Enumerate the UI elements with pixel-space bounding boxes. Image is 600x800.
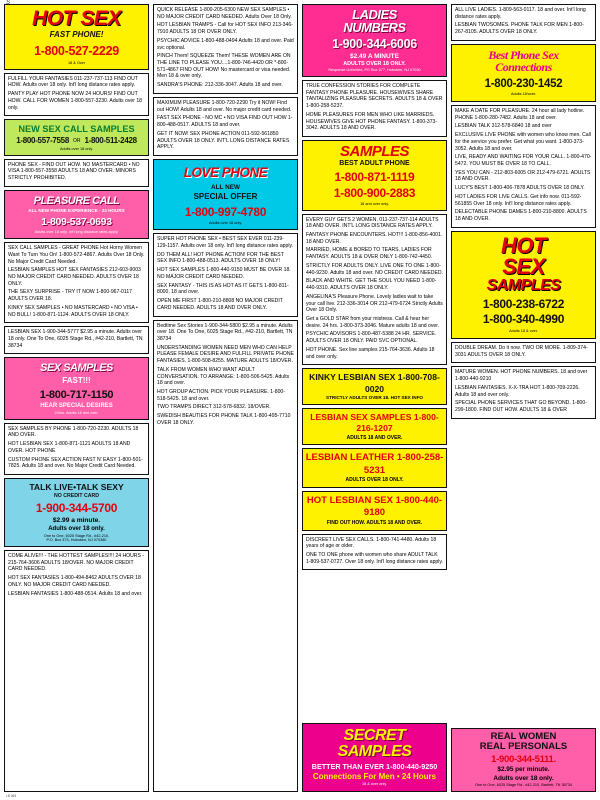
- ad-age-note: Adults over 18 only.: [59, 147, 94, 151]
- ad-line: SEX SAMPLES BY PHONE 1-800-720-2230. ADULTS 18 AND OVER.: [8, 425, 139, 439]
- ad-samples-best-adult-phone[interactable]: [302, 140, 447, 211]
- ad-love-phone[interactable]: [153, 159, 298, 230]
- ad-title: HOT: [501, 232, 546, 258]
- ad-phone-number-2[interactable]: 1-800-340-4990: [482, 312, 565, 327]
- ad-line: HOT PHONE. Sex line samples 215-764-3636. Adults 18 and over only.: [306, 346, 435, 360]
- ad-line: Get a GOLD STAR from your mistress. Call & hear her desire. 24 hrs. 1-800-373-3046. Mature adults 18 and over.: [306, 315, 440, 329]
- ad-line: PSYCHIC ADVICE 1-800-488-0494 Adults 18 and over. Paid svc optional.: [157, 37, 294, 51]
- ad-line: EXCLUSIVE LIVE PHONE with women who know men. Call for the service you prefer. Get what you want. 1-800-373-3052. Adults 18 and over.: [455, 132, 591, 152]
- ad-title: REAL WOMEN: [490, 730, 557, 742]
- ad-mature-women[interactable]: [451, 366, 596, 418]
- ad-line: PANTY PLAY HOT PHONE NOW 24 HOURS! FIND OUT HOW. CALL FOR WOMEN 1-800-557-3230. Adults over 18 only.: [8, 91, 142, 111]
- ad-phone-number-1[interactable]: 1-800-238-6722: [482, 296, 565, 311]
- ad-phone-number-2[interactable]: 1-800-900-2883: [333, 186, 416, 201]
- ad-line: SEX FANTASY - THIS IS AS HOT AS IT GETS 1-800-811-8000. 18 and over.: [157, 282, 289, 296]
- ad-price: $2.95 per minute.: [497, 766, 550, 774]
- ad-phone-number[interactable]: 1-900-344-5111.: [491, 753, 556, 765]
- page-corner-mark: S: [6, 0, 11, 6]
- ad-line: QUICK RELEASE 1-800-205-6300 NEW SEX SAMPLES • NO MAJOR CREDIT CARD NEEDED. Adults Over 18 Only.: [157, 7, 292, 20]
- ad-hot-sex-samples[interactable]: [451, 231, 596, 339]
- ad-line: FAST SEX PHONE - NO MC • NO VISA FIND OUT HOW 1-800-488-0517. ADULTS 18 and over.: [157, 115, 293, 129]
- ad-age-note: ADULTS OVER 18 ONLY.: [343, 61, 406, 68]
- ad-fulfill-fantasies[interactable]: [4, 73, 149, 117]
- column-1: [4, 4, 149, 792]
- ad-title: HOT SEX: [32, 7, 121, 30]
- ad-discreet-live-sex[interactable]: [302, 534, 447, 571]
- ad-columns: [4, 4, 596, 792]
- ad-phone-number[interactable]: 1-809-537-0693: [41, 216, 112, 229]
- ad-line: KINKY SEX SAMPLES • NO MASTERCARD • NO VISA • NO BULL! 1-800-871-1124. ADULTS OVER 18 ONLY.: [8, 304, 138, 318]
- ad-line: HOT LESBIAN SEX 1-800-871-1121 ADULTS 18 AND OVER. HOT PHONE: [8, 441, 131, 454]
- ad-line: PSYCHIC ADVISORS 1-800-487-5388 24 HR. SERVICE. ADULTS OVER 18 ONLY. PAID SVC OPTIONAL.: [306, 331, 437, 345]
- ad-line: LESBIAN FANTASIES 1-800-488-0514. Adults 18 and over.: [8, 590, 143, 597]
- ad-sex-call-samples-great[interactable]: [4, 242, 149, 323]
- ad-line: SEX CALL SAMPLES - GREAT PHONE Hot Horny Women Want To Turn You On! 1-800-572-4867. Adults Over 18 Only. No Major Credit Card Needed.: [8, 245, 145, 265]
- ad-line: COME ALIVE!!! - THE HOTTEST SAMPLES!!!! 24 HOURS - 215-764-3606 ADULTS 18/OVER. NO MAJOR CREDIT CARD NEEDED.: [8, 553, 144, 573]
- ad-quick-release[interactable]: [153, 4, 298, 94]
- ad-title: SEX SAMPLES: [40, 362, 113, 375]
- ad-line: LIVE, READY AND WAITING FOR YOUR CALL. 1-800-470-5472. YOU MUST BE OVER 18 TO CALL.: [455, 154, 592, 167]
- ad-lesbian-leather[interactable]: [302, 448, 447, 488]
- ad-phone-number[interactable]: 1-900-344-6006: [332, 37, 417, 51]
- ad-line: TRUE CONFESSION STORIES FOR COMPLETE FANTASY PHONE PLEASURE. HOUSEWIVES SHARE TANTALIZING PLEASURE SECRETS. ADULTS 18 & OVER 1-800-258-5237.: [306, 82, 443, 110]
- ad-line: MAXIMUM PLEASURE 1-800-720-2290 Try it NOW! Find out HOW! Adults 18 and over. No major credit card needed.: [157, 99, 292, 113]
- ad-line: DOUBLE DREAM. Do it now. TWO OR MORE. 1-809-374-3031 ADULTS OVER 18 ONLY.: [455, 344, 588, 358]
- ad-title: TALK LIVE•TALK SEXY: [29, 481, 124, 492]
- ad-sex-samples-by-phone[interactable]: [4, 423, 149, 475]
- ad-title: SAMPLES: [339, 142, 409, 160]
- ad-line: HOT LESBIAN TRAMPS - Call for HOT SEX INFO 213-346-7910 ADULTS 18 OR OVER ONLY.: [157, 22, 293, 36]
- ad-age-note: Adults over 18 only. Int'l long distance rates apply.: [34, 230, 119, 235]
- ad-line: Bedtime Sex Stories 1-900-344-5800 $2.95 a minute. Adults over 18. One To One, 6025 Stage Rd., #42-210, Bartlett, TN 38734: [157, 322, 293, 342]
- ad-line: HOME PLEASURES FOR MEN WHO LIKE MARRIEDS. HOUSEWIVES GIVE HOT PHONE FANTASY. 1-800-373-3042. ADULTS 18 AND OVER.: [306, 111, 438, 132]
- ad-line: ALL LIVE LADIES. 1-809-563-0117. 18 and over. Int'l long distance rates apply.: [455, 7, 586, 20]
- ad-title: NEW SEX CALL SAMPLES: [18, 124, 135, 135]
- ad-line: LESBIAN TALK 312-578-6840 18 and over: [455, 123, 552, 130]
- ad-lesbian-sex-1900[interactable]: [4, 326, 149, 354]
- ad-subtitle: ALL NEW PHONE EXPERIENCE - 24 HOURS: [28, 208, 125, 214]
- ad-phone-number-1[interactable]: 1-800-871-1119: [334, 170, 415, 185]
- ad-line: ONE TO ONE phone with women who share ADULT TALK 1-809-537-0727. Over 18 only. Int'l long distance rates apply.: [306, 552, 443, 565]
- page-footer-code: LB 065: [6, 794, 17, 798]
- ad-line: STRICTLY FOR ADULTS ONLY. LIVE ONE TO ONE 1-800-440-9230. Adults 18 and over. NO CREDIT CARD NEEDED.: [306, 262, 443, 276]
- ad-line: SPECIAL PHONE SERVICES THAT GO BEYOND. 1-800-299-1800. FIND OUT HOW. ADULTS 18 & OVER: [455, 400, 587, 413]
- ad-title: Best Phone Sex: [488, 47, 559, 62]
- ad-kinky-lesbian-sex[interactable]: [302, 368, 447, 405]
- ad-price: $2.99 a minute.: [52, 516, 101, 524]
- ad-title[interactable]: KINKY LESBIAN SEX 1-800-708-0020: [309, 372, 440, 394]
- ad-title-3: SAMPLES: [486, 276, 561, 294]
- ad-line: PHONE SEX - FIND OUT HOW. NO MASTERCARD • NO VISA 1-800-557-3558 ADULTS 18 AND OVER. MINORS STRICTLY PROHIBITED.: [8, 161, 140, 182]
- ad-address-2: P.O. Box 373, Hoboken, NJ 070380: [46, 538, 107, 543]
- ad-sex-samples-fast[interactable]: [4, 357, 149, 419]
- ad-line: UNDERSTANDING WOMEN NEED MEN WHO CAN HELP PLEASE FEMALE DESIRE AND FULFILL PRIVATE PHONE FANTASIES. 1-800-508-8255. MATURE ADULTS 18/OVER.: [157, 344, 294, 365]
- ad-subtitle-2: Connections For Men • 24 Hours: [312, 771, 437, 781]
- ad-title-2: SEX: [502, 253, 545, 279]
- ad-line: LUCY'S BEST 1-800-406-7878 ADULTS OVER 18 ONLY.: [455, 185, 585, 192]
- ad-line: OPEN ME FIRST 1-800-210-8808 NO MAJOR CREDIT CARD NEEDED. ADULTS 18 AND OVER ONLY.: [157, 298, 283, 311]
- ad-note: FIND OUT HOW. ADULTS 18 AND OVER.: [326, 520, 423, 526]
- ad-phone-number[interactable]: 1-800-527-2229: [34, 44, 119, 59]
- ad-age-note: 18 & over only.: [361, 782, 388, 787]
- ad-subtitle: FAST!!!: [62, 375, 91, 385]
- ad-age-note: 18 and over only.: [360, 201, 389, 206]
- ad-title-2: REAL PERSONALS: [479, 740, 568, 752]
- ad-come-alive[interactable]: [4, 550, 149, 792]
- ad-line: MATURE WOMEN. HOT PHONE NUMBERS. 18 and over 1-800-440-9210: [455, 369, 588, 383]
- ad-age-note: 18 & Over: [67, 60, 86, 65]
- ad-address: One to One, 6025 Stage Rd., #42-210, Bartlett, TN 38734: [474, 783, 573, 788]
- ad-note: ADULTS OVER 18 ONLY.: [345, 477, 404, 484]
- ad-bedtime-sex-stories[interactable]: [153, 320, 298, 793]
- ad-phone-sex-find-out-how[interactable]: [4, 159, 149, 187]
- ad-best-phone-sex-connections[interactable]: [451, 44, 596, 102]
- ad-address: Response Unlimited, PO Box 577, Hoboken, NJ 07030: [328, 68, 421, 73]
- ad-line: LESBIAN FANTASIES. X-X-TRA HOT 1-800-709-2226. Adults 18 and over only.: [455, 384, 580, 398]
- ad-line: PINCH Them! SQUEEZE Them! THESE WOMEN ARE ON THE LINE TO PLEASE YOU....1-800-746-4420 OR *-800-571-4867 FIND OUT HOW! No mastercard or visa needed. Men 18 & over only.: [157, 53, 291, 80]
- ad-line: GET IT NOW! SEX PHONE ACTION 011-592-561850 ADULTS OVER 18 ONLY. INT'L LONG DISTANCE RATES APPLY.: [157, 130, 290, 151]
- ad-line: FULFILL YOUR FANTASIES 011-237-737-113 FIND OUT HOW. Adults over 18 only. Int'l long distance rates apply.: [8, 75, 138, 89]
- ad-talk-live-talk-sexy[interactable]: [4, 478, 149, 547]
- ad-new-sex-call-samples[interactable]: [4, 119, 149, 155]
- ad-age-note: Adults over 18 only.: [48, 525, 105, 532]
- ad-age-note: Adults over 18 only.: [208, 220, 243, 225]
- ad-subtitle[interactable]: BETTER THAN EVER 1-800-440-9250: [311, 762, 438, 772]
- ad-line: LESBIAN TWOSOMES. PHONE TALK FOR MEN 1-800-267-8105. ADULTS OVER 18 ONLY.: [455, 22, 584, 36]
- ad-line: HOT SEX SAMPLES 1-800-440-9150 MUST BE OVER 18. NO MAJOR CREDIT CARD NEEDED.: [157, 267, 291, 280]
- ad-line: THE SEXY SURPRISE - TRY IT NOW 1-800-967-0117 ADULTS OVER 18.: [8, 289, 132, 303]
- ad-subtitle: ALL NEW: [211, 183, 240, 191]
- ad-line: SUPER HOT PHONE SEX • BEST SEX EVER 011-239-129-1157. Adults over 18 only. Int'l long distance rates apply.: [157, 236, 294, 250]
- ad-title: LOVE PHONE: [183, 164, 268, 180]
- ad-subtitle-2: SPECIAL OFFER: [193, 192, 258, 202]
- ad-line: HOT GROUP ACTION. PICK YOUR PLEASURE. 1-800-518-5425. 18 and over.: [157, 388, 285, 402]
- ad-line: DELECTABLE PHONE DAMES 1-800-210-8800. ADULTS 18 AND OVER.: [455, 209, 587, 223]
- column-2: [153, 4, 298, 792]
- ad-line: DO THEM ALL! HOT PHONE ACTION! FOR THE BEST SEX INFO 1-800-488-0513. ADULTS OVER 18 ONLY!: [157, 251, 284, 265]
- ad-true-confession[interactable]: [302, 80, 447, 137]
- ad-phone-number[interactable]: 1-800-997-4780: [184, 204, 267, 219]
- ad-phone-number-2[interactable]: 1-800-511-2428: [84, 136, 137, 146]
- ad-line: HOT LADIES FOR LIVE CALLS. Get info now. 011-592-561855 Over 18 only. Int'l long distance rates apply.: [455, 193, 582, 207]
- ad-title-2: Connections: [495, 60, 552, 75]
- ad-line: ANGELINA'S Pleasure Phone. Lovely ladies wait to take your call live. 212-336-3014 OR 212-479-6724 Strictly Adults Over 18 Only.: [306, 293, 443, 314]
- ad-phone-number-1[interactable]: 1-800-557-7558: [16, 136, 69, 146]
- ad-title: PLEASURE CALL: [33, 194, 120, 207]
- ad-make-a-date[interactable]: [451, 105, 596, 228]
- ad-line: DISCREET LIVE SEX CALLS. 1-800-741-4480. Adults 18 years of age or older.: [306, 536, 437, 550]
- ad-subtitle: NO CREDIT CARD: [54, 493, 99, 500]
- ad-line: EVERY GUY GETS 2 WOMEN. 011-237-737-114 ADULTS 18 AND OVER. INT'L LONG DISTANCE RATES APPLY.: [306, 216, 439, 230]
- ad-address-1: One to One, 6025 Stage Rd., #42-210,: [43, 533, 110, 538]
- ad-line: FANTASY PHONE ENCOUNTERS. HOT!!! 1-800-856-4001. 18 AND OVER.: [306, 232, 443, 245]
- ad-line: LESBIAN SAMPLES HOT SEX FANTASIES 212-603-9003 NO MAJOR CREDIT CARD NEEDED. ADULTS OVER 18 ONLY.: [8, 267, 141, 287]
- ad-phone-number[interactable]: 1-800-230-1452: [484, 78, 563, 91]
- ad-pleasure-call[interactable]: [4, 190, 149, 239]
- ad-super-hot-phone-sex[interactable]: [153, 233, 298, 316]
- ad-note: STRICTLY ADULTS OVER 18. HOT SEX INFO: [326, 394, 423, 400]
- ad-real-women-real-personals[interactable]: [451, 728, 596, 792]
- ad-title[interactable]: LESBIAN LEATHER 1-800-258-5231: [305, 452, 444, 476]
- ad-phone-number[interactable]: 1-800-717-1150: [39, 389, 114, 402]
- ad-line: YES YOU CAN - 212-803-6005 OR 212-479-6721. ADULTS 18 AND OVER.: [455, 169, 591, 183]
- ad-title[interactable]: HOT LESBIAN SEX 1-800-440-9180: [306, 494, 443, 519]
- ad-title-2: NUMBERS: [343, 20, 406, 35]
- ad-double-dream[interactable]: [451, 342, 596, 363]
- ad-age-note: Adults 18 & over.: [509, 329, 538, 334]
- ad-phone-number[interactable]: 1-900-344-5700: [35, 501, 118, 516]
- ad-line: MAKE A DATE FOR PLEASURE. 24 hour all lady hotline. PHONE 1-800-280-7482. Adults 18 and over.: [455, 107, 585, 121]
- ad-lesbian-sex-samples[interactable]: [302, 408, 447, 445]
- ad-title: SECRET SAMPLES: [337, 727, 412, 761]
- ad-age-note: 24hrs. Adults 18 and over.: [54, 410, 99, 415]
- ad-line: TALK FROM WOMEN WHO WANT ADULT CONVERSATION. TO ARRANGE: 1-800-506-5425. Adults 18 and over.: [157, 366, 290, 387]
- ad-age-note: Adults over 18 only.: [493, 774, 554, 782]
- ad-hot-sex-fast-phone[interactable]: [4, 4, 149, 70]
- ad-subtitle: BEST ADULT PHONE: [339, 159, 410, 167]
- ad-line: SANDRA'S PHONE: 212-336-3047. Adults 18 and over.: [157, 82, 283, 89]
- ad-subtitle: FAST PHONE!: [49, 29, 104, 39]
- column-3: [302, 4, 447, 792]
- ad-maximum-pleasure[interactable]: [153, 97, 298, 156]
- ad-every-guy-gets-2-women[interactable]: [302, 214, 447, 366]
- ad-note: ADULTS 18 AND OVER.: [346, 434, 403, 441]
- ad-line: CUSTOM PHONE SEX ACTION FAST N' EASY 1-800-501-7825. Adults 18 and over. No Major Credit Card Needed.: [8, 456, 143, 470]
- ad-line: SWEDISH BEAUTIES FOR PHONE TALK 1-800-495-7710 OVER 18 ONLY.: [157, 413, 291, 426]
- ad-all-love-ladies[interactable]: [451, 4, 596, 41]
- column-4: [451, 4, 596, 792]
- ad-hot-lesbian-sex[interactable]: [302, 491, 447, 531]
- ad-line: LESBIAN SEX 1-900-344-5777 $2.95 a minute. Adults over 18 only. One To One, 6025 Stage Rd., #42-210, Bartlett, TN 38734: [8, 329, 143, 349]
- ad-price: $2.49 A MINUTE: [349, 52, 399, 60]
- ad-note: HEAR SPECIAL DESIRES: [40, 402, 113, 409]
- ad-title[interactable]: LESBIAN SEX SAMPLES 1-800-216-1207: [310, 412, 439, 434]
- ad-line: MARRIED, HOME & BORED TO TEARS. LADIES FOR FANTASY. ADULTS 18 & OVER ONLY 1-800-742-4450.: [306, 247, 433, 261]
- ad-age-note: Adults 18/over.: [510, 92, 537, 97]
- ad-title: LADIES: [352, 7, 397, 22]
- ad-or-label: OR: [72, 138, 81, 145]
- ad-ladies-numbers[interactable]: [302, 4, 447, 77]
- ad-line: TWO TRAMPS DIRECT 312-578-6832. 18/OVER.: [157, 404, 271, 411]
- ad-line: HOT SEX FANTASIES 1-800-494-8462 ADULTS OVER 18 ONLY. NO MAJOR CREDIT CARD NEEDED.: [8, 575, 141, 588]
- ad-secret-samples[interactable]: [302, 723, 447, 792]
- ad-line: BLACK AND WHITE. GET THE SOUL YOU NEED 1-800-440-9310. ADULTS OVER 18 ONLY.: [306, 278, 437, 292]
